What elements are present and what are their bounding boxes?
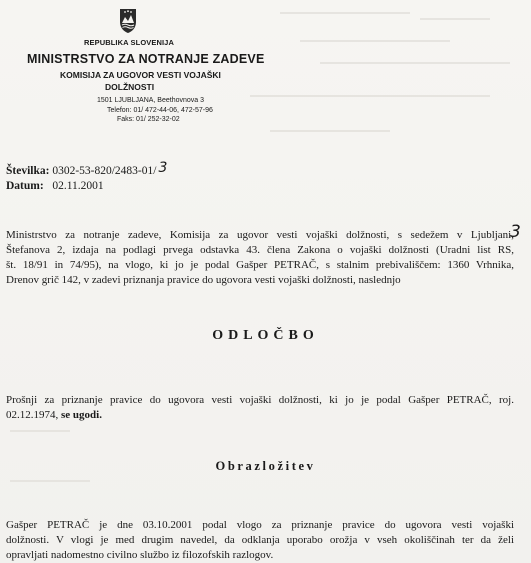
commission-line: DOLŽNOSTI	[105, 82, 155, 92]
paragraph-line: Gašper PETRAČ je dne 03.10.2001 podal vlogo za priznanje pravice do ugovora vesti vojaški	[6, 519, 514, 531]
coat-of-arms-icon	[119, 8, 137, 34]
paragraph-line: Prošnji za priznanje pravice do ugovora vesti vojaški dolžnosti, ki jo je podal Gašper PETRAČ, roj.	[6, 394, 514, 406]
fax-line: Faks: 01/ 252-32-02	[117, 116, 180, 123]
reference-block	[6, 160, 168, 194]
reference-number: 0302-53-820/2483-01/	[52, 165, 157, 177]
birth-date-text: 02.12.1974,	[6, 409, 61, 421]
date-label: Datum:	[6, 180, 44, 192]
date-row	[6, 179, 165, 194]
paragraph-line	[6, 408, 514, 423]
paragraph-line: Štefanova 2, izdaja na podlagi prvega odstavka 43. člena Zakona o vojaški dolžnosti (Uradni list RS,	[6, 244, 514, 256]
address-line: 1501 LJUBLJANA, Beethovnova 3	[97, 97, 205, 104]
decision-paragraph	[6, 393, 514, 423]
bleed-through-mark	[280, 12, 410, 14]
bleed-through-mark	[250, 95, 490, 97]
phone-line: Telefon: 01/ 472-44-06, 472-57-96	[107, 106, 213, 114]
paragraph-line: Ministrstvo za notranje zadeve, Komisija za ugovor vesti vojaški dolžnosti, s sedežem v Ljubljani,	[6, 229, 514, 241]
commission-line: KOMISIJA ZA UGOVOR VESTI VOJAŠKI	[60, 70, 221, 80]
paragraph-line: št. 18/91 in 74/95), na vlogo, ki jo je podal Gašper PETRAČ, s stalnim prebivališčem: 1360 Vrhnika,	[6, 259, 514, 271]
decision-verdict: se ugodi.	[61, 409, 102, 421]
reference-number-row	[6, 160, 168, 179]
ministry-address	[97, 96, 213, 125]
bleed-through-mark	[300, 40, 450, 42]
republic-name: REPUBLIKA SLOVENIJA	[84, 38, 174, 47]
reasoning-heading: Obrazložitev	[215, 459, 316, 473]
handwritten-digit: 3	[158, 160, 168, 176]
commission-name	[60, 69, 230, 93]
paragraph-line: Drenov grič 142, v zadevi priznanja pravice do ugovora vesti vojaški dolžnosti, naslednjo	[6, 274, 401, 286]
paragraph-line: dolžnosti. V vlogi je med drugim navedel, da odklanja uporabo orožja v vseh okoliščinah ter da želi	[6, 534, 514, 546]
bleed-through-mark	[10, 430, 70, 432]
bleed-through-mark	[10, 480, 90, 482]
bleed-through-mark	[420, 18, 490, 20]
decision-heading: ODLOČBO	[212, 328, 319, 343]
reasoning-paragraph	[6, 518, 514, 563]
bleed-through-mark	[270, 130, 390, 132]
handwritten-margin-mark: 3	[510, 222, 521, 242]
intro-paragraph	[6, 228, 514, 288]
date-value: 02.11.2001	[52, 180, 104, 192]
reference-number-label: Številka:	[6, 165, 50, 177]
ministry-name: MINISTRSTVO ZA NOTRANJE ZADEVE	[27, 52, 265, 66]
paragraph-line: opravljati nadomestno civilno službo iz filozofskih razlogov.	[6, 549, 274, 561]
bleed-through-mark	[320, 62, 510, 64]
